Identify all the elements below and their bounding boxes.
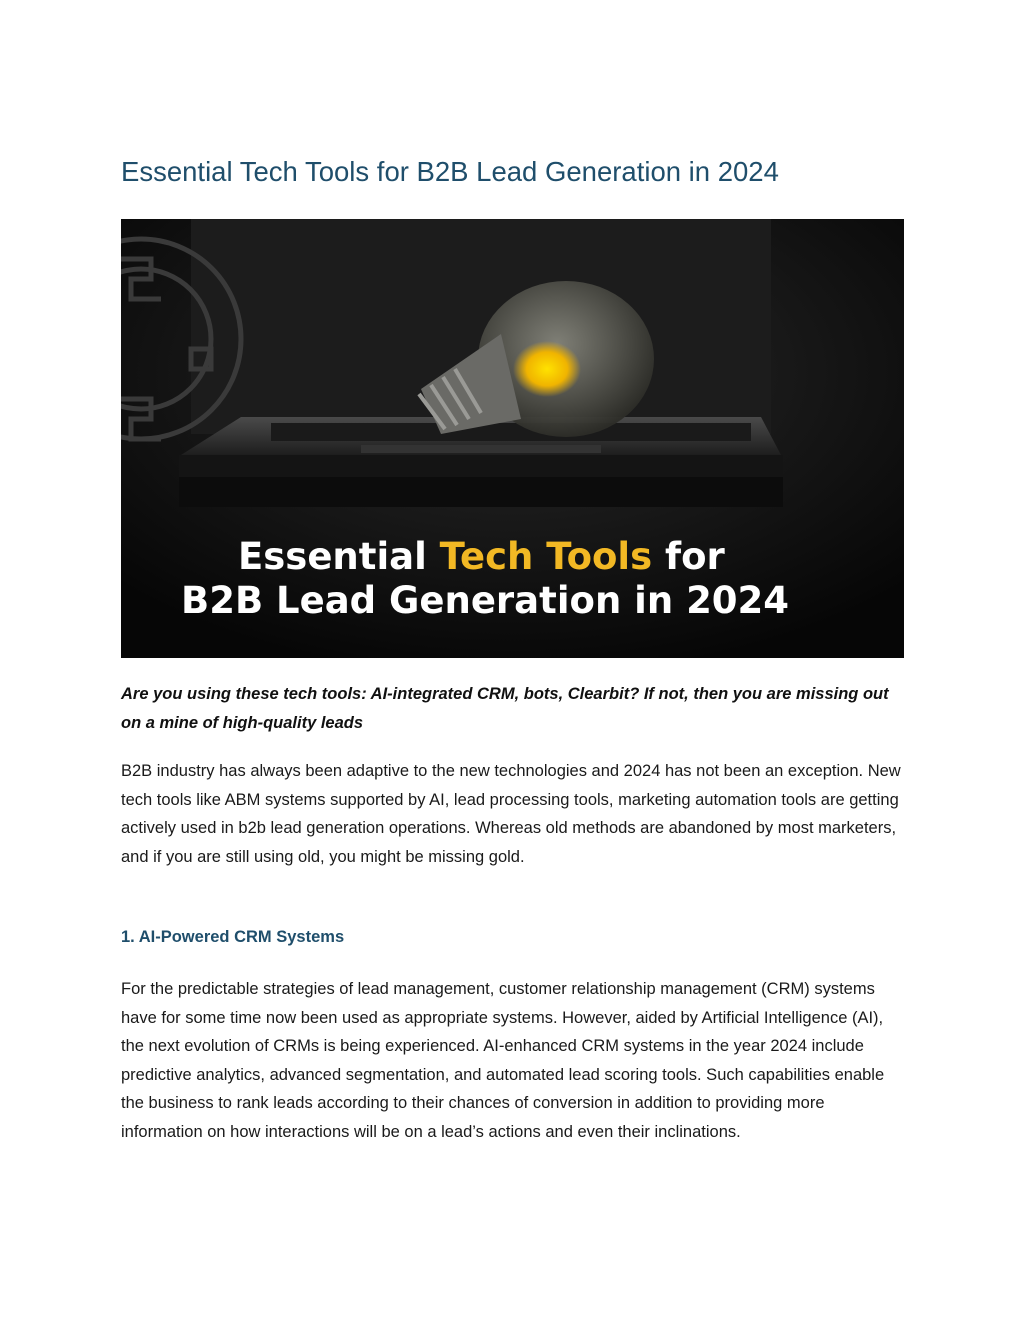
hero-line2: B2B Lead Generation in 2024 xyxy=(181,579,790,622)
section-heading: 1. AI-Powered CRM Systems xyxy=(121,928,345,946)
svg-text:Essential Tech Tools for xyxy=(238,535,726,578)
page-title: Essential Tech Tools for B2B Lead Generation in 2024 xyxy=(121,156,779,187)
section-paragraph: For the predictable strategies of lead management, customer relationship management (CRM) systems have for some time now been used as appropriate systems. However, aided by Artificial Intelligence (AI), the next evolution of CRMs is being experienced. AI-enhanced CRM systems in the year 2024 include predictive analytics, advanced segmentation, and automated lead scoring tools. Such capabilities enable the business to rank leads according to their chances of conversion in addition to providing more information on how interactions will be on a lead’s actions and even their inclinations. xyxy=(121,980,885,1141)
hero-line1-highlight: Tech Tools xyxy=(439,535,653,578)
laptop xyxy=(179,417,783,507)
intro-paragraph: B2B industry has always been adaptive to the new technologies and 2024 has not been an exception. New tech tools like ABM systems supported by AI, lead processing tools, marketing automation tools are getting actively used in b2b lead generation operations. Whereas old methods are abandoned by most marketers, and if you are still using old, you might be missing gold. xyxy=(121,762,901,866)
hero-line1-part2: for xyxy=(652,535,725,578)
lead-paragraph: Are you using these tech tools: AI-integrated CRM, bots, Clearbit? If not, then you are missing out on a mine of high-quality leads xyxy=(121,685,889,732)
hero-line1-part1: Essential xyxy=(238,535,440,578)
hero-image xyxy=(121,219,904,658)
hero-illustration xyxy=(121,219,904,658)
